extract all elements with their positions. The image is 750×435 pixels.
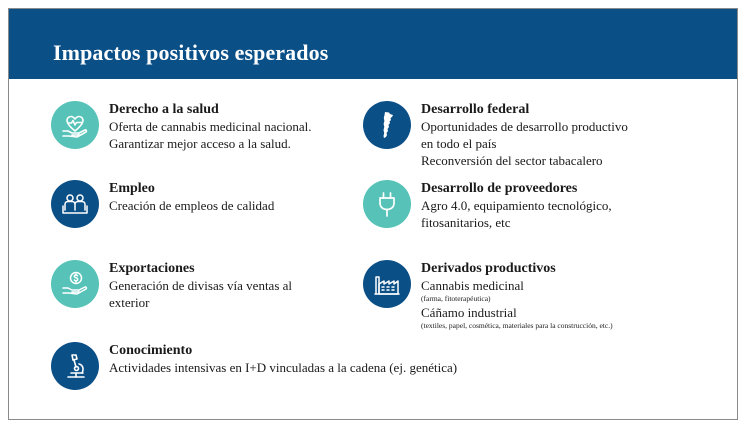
microscope-icon bbox=[51, 342, 99, 390]
item-line: exterior bbox=[109, 295, 150, 310]
item-title: Desarrollo de proveedores bbox=[421, 181, 578, 196]
item-title: Derivados productivos bbox=[421, 261, 556, 276]
item-line: Creación de empleos de calidad bbox=[109, 198, 275, 213]
factory-icon bbox=[363, 260, 411, 308]
item-title: Conocimiento bbox=[109, 343, 193, 358]
item-title: Empleo bbox=[109, 181, 155, 196]
item-line: Actividades intensivas en I+D vinculadas a la cadena (ej. genética) bbox=[109, 360, 458, 375]
people-group-icon bbox=[51, 180, 99, 228]
item-note: (farma, fitoterapéutica) bbox=[421, 294, 491, 303]
item-line: Oferta de cannabis medicinal nacional. bbox=[109, 119, 312, 134]
item-line: Cannabis medicinal bbox=[421, 278, 524, 293]
item-line: Agro 4.0, equipamiento tecnológico, bbox=[421, 198, 612, 213]
item-line: Generación de divisas vía ventas al bbox=[109, 278, 293, 293]
slide bbox=[8, 8, 738, 420]
money-hand-icon bbox=[51, 260, 99, 308]
page-title: Impactos positivos esperados bbox=[53, 40, 329, 65]
header-bar bbox=[9, 9, 737, 79]
item-line: Oportunidades de desarrollo productivo bbox=[421, 119, 628, 134]
argentina-map-icon bbox=[363, 101, 411, 149]
item-title: Exportaciones bbox=[109, 261, 195, 276]
item-line: Garantizar mejor acceso a la salud. bbox=[109, 136, 291, 151]
item-title: Desarrollo federal bbox=[421, 102, 530, 117]
item-note: (textiles, papel, cosmética, materiales para la construcción, etc.) bbox=[421, 321, 613, 330]
item-line: Reconversión del sector tabacalero bbox=[421, 153, 603, 168]
item-line: Cáñamo industrial bbox=[421, 305, 517, 320]
item-line: fitosanitarios, etc bbox=[421, 215, 511, 230]
plug-icon bbox=[363, 180, 411, 228]
health-heart-hand-icon bbox=[51, 101, 99, 149]
item-line: en todo el país bbox=[421, 136, 497, 151]
item-title: Derecho a la salud bbox=[109, 102, 219, 117]
